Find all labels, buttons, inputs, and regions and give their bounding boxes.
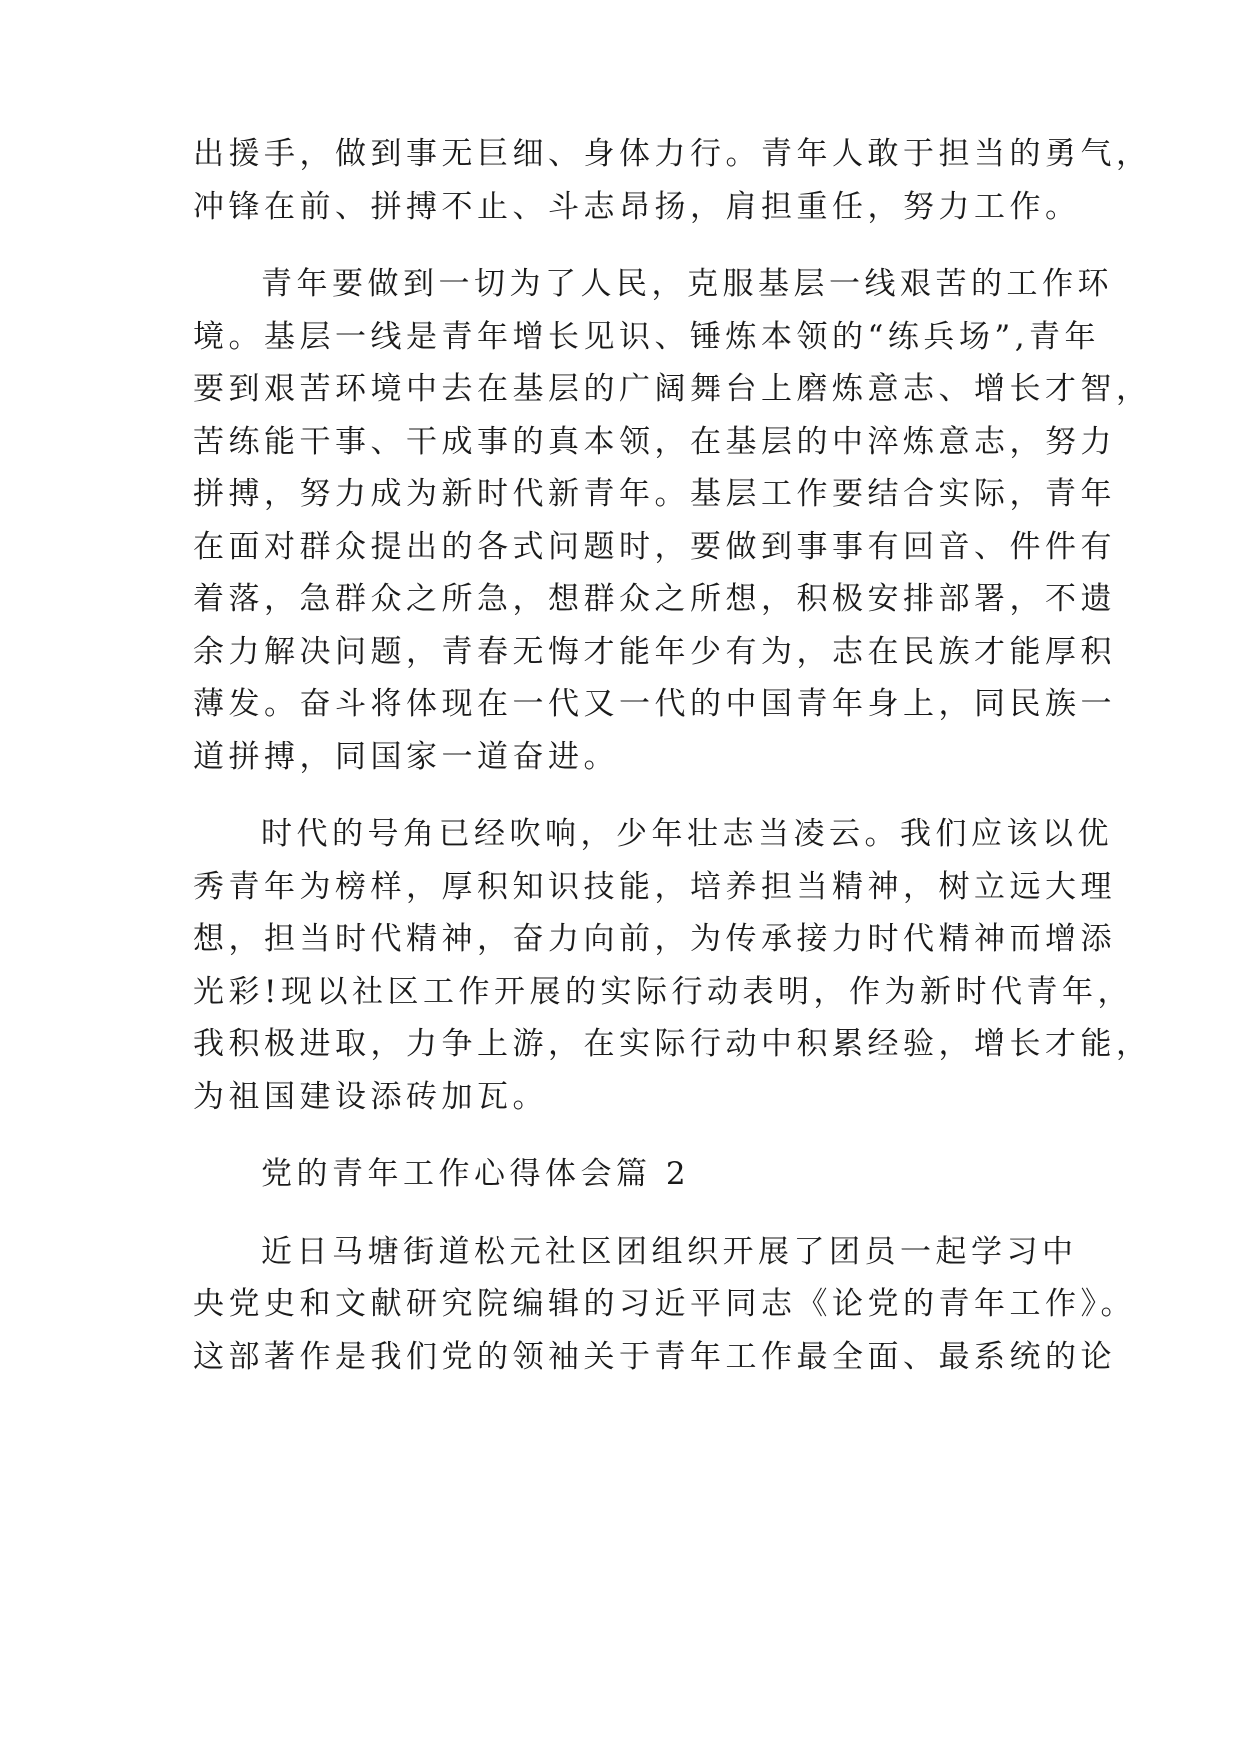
text-line: 央党史和文献研究院编辑的习近平同志《论党的青年工作》。: [193, 1286, 1136, 1322]
paragraph: [193, 258, 1152, 783]
text-line: 余力解决问题，青春无悔才能年少有为，志在民族才能厚积: [193, 633, 1116, 670]
paragraph: [193, 808, 1152, 1123]
text-line: 拼搏，努力成为新时代新青年。基层工作要结合实际，青年: [193, 476, 1116, 512]
document-body: [193, 128, 1152, 1383]
text-line: 时代的号角已经吹响，少年壮志当凌云。我们应该以优: [261, 816, 1113, 852]
text-line: 我积极进取，力争上游，在实际行动中积累经验，增长才能，: [193, 1026, 1152, 1062]
paragraph: [193, 1226, 1136, 1384]
text-line: 道拼搏，同国家一道奋进。: [193, 738, 619, 775]
text-line: 苦练能干事、干成事的真本领，在基层的中淬炼意志，努力: [193, 423, 1116, 460]
text-line: 冲锋在前、拼搏不止、斗志昂扬，肩担重任，努力工作。: [193, 188, 1081, 225]
text-line: 要到艰苦环境中去在基层的广阔舞台上磨炼意志、增长才智，: [193, 371, 1152, 407]
section-heading: [193, 1148, 1055, 1201]
text-line: 光彩!现以社区工作开展的实际行动表明，作为新时代青年，: [193, 973, 1133, 1010]
text-line: 着落，急群众之所急，想群众之所想，积极安排部署，不遗: [193, 581, 1116, 617]
text-line: 青年要做到一切为了人民，克服基层一线艰苦的工作环: [261, 266, 1113, 302]
text-line: 秀青年为榜样，厚积知识技能，培养担当精神，树立远大理: [193, 868, 1116, 905]
text-line: 境。基层一线是青年增长见识、锤炼本领的“练兵场”,青年: [193, 318, 1101, 355]
text-line: 为祖国建设添砖加瓦。: [193, 1078, 548, 1115]
section-heading-text: 党的青年工作心得体会篇 2: [261, 1156, 691, 1192]
text-line: 在面对群众提出的各式问题时，要做到事事有回音、件件有: [193, 528, 1116, 565]
text-line: 想，担当时代精神，奋力向前，为传承接力时代精神而增添: [193, 921, 1116, 957]
paragraph-continuation: [193, 128, 1152, 233]
text-line: 近日马塘街道松元社区团组织开展了团员一起学习中: [261, 1233, 1078, 1270]
text-line: 这部著作是我们党的领袖关于青年工作最全面、最系统的论: [193, 1338, 1116, 1375]
text-line: 出援手，做到事无巨细、身体力行。青年人敢于担当的勇气，: [193, 136, 1152, 172]
text-line: 薄发。奋斗将体现在一代又一代的中国青年身上，同民族一: [193, 686, 1116, 722]
